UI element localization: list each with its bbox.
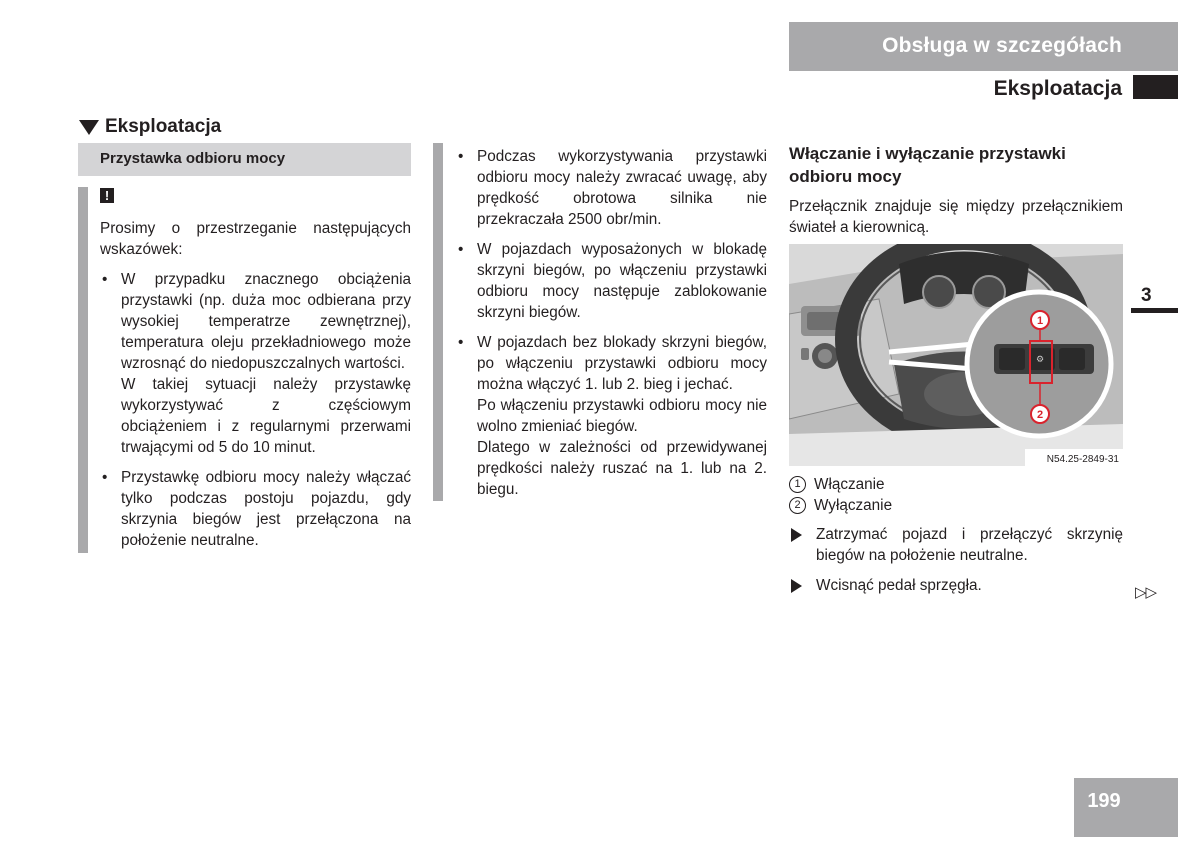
triangle-right-icon xyxy=(791,579,802,593)
legend-label: Wyłączanie xyxy=(814,497,893,514)
right-intro: Przełącznik znajduje się między przełącznikiem świateł a kierownicą. xyxy=(789,198,1123,236)
list-item: • Przystawkę odbioru mocy należy włączać tylko podczas postoju pojazdu, gdy skrzynia biegów jest przełączona na położenie neutralne. xyxy=(100,467,411,551)
right-heading: Włączanie i wyłączanie przystawki odbioru mocy xyxy=(789,144,1066,186)
callout-2: 2 xyxy=(1036,409,1044,421)
warning-icon: ! xyxy=(100,188,114,203)
list-item: • W pojazdach bez blokady skrzyni biegów, po włączeniu przystawki odbioru mocy można włączyć 1. lub 2. bieg i jechać. Po włączeniu przystawki odbioru mocy nie wolno zmieniać biegów. Dlatego w zależności od przewidywanej prędkości należy ruszać na 1. lub na 2. biegu. xyxy=(456,332,767,500)
legend-label: Włączanie xyxy=(814,476,885,493)
section-title: Eksploatacja xyxy=(993,77,1122,100)
legend-item xyxy=(789,474,1123,495)
warning-sidebar-continued xyxy=(433,143,443,501)
warning-intro: Prosimy o przestrzeganie następujących wskazówek: xyxy=(100,220,411,258)
triangle-down-icon xyxy=(79,120,99,135)
subheading-text: Przystawka odbioru mocy xyxy=(100,150,286,167)
legend-number: 1 xyxy=(789,476,806,493)
chapter-tab-number[interactable]: 3 xyxy=(1141,285,1152,306)
photo-legend xyxy=(789,474,1123,516)
left-heading-text: Eksploatacja xyxy=(105,116,222,137)
image-code: N54.25-2849-31 xyxy=(1046,454,1119,465)
instruction-step: Zatrzymać pojazd i przełączyć skrzynię biegów na położenie neutralne. xyxy=(789,524,1123,566)
instruction-steps xyxy=(789,524,1123,596)
warning-content xyxy=(100,218,411,551)
warning-content-continued xyxy=(456,146,767,500)
list-item: • W pojazdach wyposażonych w blokadę skrzyni biegów, po włączeniu przystawki odbioru mocy następuje zablokowanie skrzyni biegów. xyxy=(456,239,767,323)
dashboard-photo xyxy=(789,244,1123,466)
section-marker xyxy=(1133,75,1178,99)
chapter-title: Obsługa w szczegółach xyxy=(882,34,1122,57)
list-item: • Podczas wykorzystywania przystawki odbioru mocy należy zwracać uwagę, aby prędkość obrotowa silnika nie przekraczała 2500 obr/min. xyxy=(456,146,767,230)
warning-list-continued xyxy=(456,146,767,500)
continued-arrows-icon: ▷▷ xyxy=(1135,584,1157,601)
instruction-step: Wcisnąć pedał sprzęgła. xyxy=(789,575,1123,596)
legend-item xyxy=(789,495,1123,516)
warning-list xyxy=(100,269,411,551)
warning-sidebar xyxy=(78,187,88,553)
svg-text:⚙: ⚙ xyxy=(1035,355,1045,365)
page-number: 199 xyxy=(1087,790,1121,812)
triangle-right-icon xyxy=(791,528,802,542)
chapter-tab-bar xyxy=(1131,308,1178,313)
list-item: • W przypadku znacznego obciążenia przystawki (np. duża moc odbierana przy wysokiej temperatrze zewnętrznej), temperatura oleju przekładniowego może wzrosnąć do niedopuszczalnych wartości. W takiej sytuacji należy przystawkę wykorzystywać z częściowym obciążeniem i z regularnymi przerwami trwającymi od 5 do 10 minut. xyxy=(100,269,411,458)
callout-1: 1 xyxy=(1036,315,1044,327)
legend-number: 2 xyxy=(789,497,806,514)
left-heading xyxy=(79,116,221,138)
